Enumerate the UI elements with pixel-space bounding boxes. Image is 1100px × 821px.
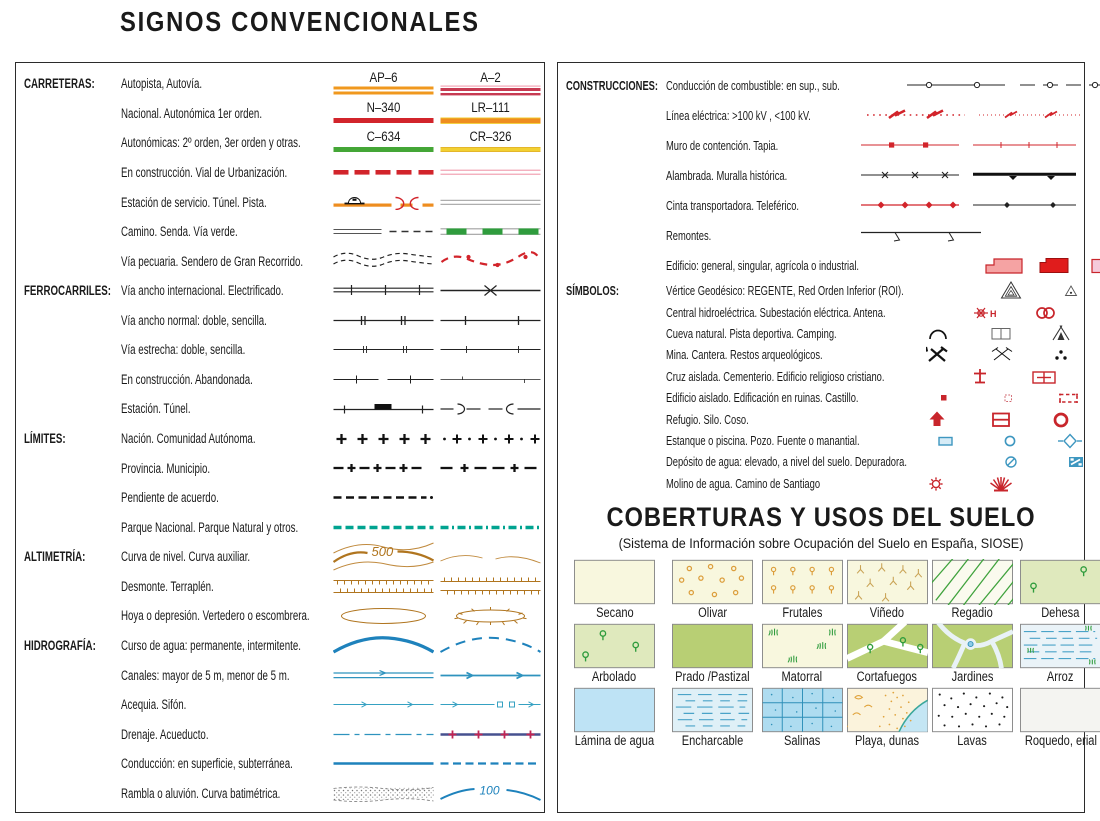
permanent-watercourse-symbol — [333, 635, 434, 655]
castle-icon — [1059, 394, 1078, 404]
row-description: Drenaje. Acueducto. — [121, 726, 209, 742]
rail-station-symbol — [333, 402, 434, 415]
gr-trail-symbol — [440, 251, 541, 271]
legend-row-fuel-pipeline — [566, 70, 1076, 100]
lavas-swatch-icon — [932, 687, 1013, 733]
row-description: Hoya o depresión. Vertedero o escombrera. — [121, 608, 310, 624]
irrigation-ditch-symbol — [333, 698, 434, 711]
power-line-symbol — [867, 108, 1082, 122]
category-label: HIDROGRAFÍA: — [24, 637, 96, 653]
row-description: Desmonte. Terraplén. — [121, 578, 214, 594]
row-description: Provincia. Municipio. — [121, 460, 211, 476]
legend-row-autonomic-road — [24, 128, 538, 158]
road-number-label: LR–111 — [471, 99, 510, 115]
landcover-swatch-matorral — [762, 623, 843, 685]
isolated-cross-icon — [974, 369, 986, 383]
legend-row-rail-narrow — [24, 335, 538, 365]
row-description: En construcción. Abandonada. — [121, 371, 253, 387]
swatch-label: Secano — [595, 604, 634, 620]
landcover-swatch-dehesa — [1017, 559, 1100, 621]
category-label: LÍMITES: — [24, 431, 66, 447]
road-number-label: CR–326 — [469, 129, 512, 145]
legend-row-cave-sports-camping — [566, 323, 1076, 344]
legend-row-rail-international — [24, 276, 538, 306]
contour-line-symbol — [333, 539, 434, 575]
row-description: Muro de contención. Tapia. — [666, 137, 779, 153]
general-building-icon — [986, 259, 1022, 273]
legend-row-power-line — [566, 100, 1076, 130]
swatch-label: Roquedo, erial — [1024, 732, 1097, 748]
international-gauge-rail-symbol — [333, 284, 434, 297]
landcover-swatch-salinas — [762, 687, 843, 749]
regional-road-line-symbol — [440, 115, 541, 126]
landcover-swatch-vinedo — [847, 559, 928, 621]
row-description: En construcción. Vial de Urbanización. — [121, 164, 288, 180]
cutting-symbol — [333, 577, 434, 596]
row-description: Línea eléctrica: >100 kV , <100 kV. — [666, 107, 811, 123]
road-number-label: N–340 — [366, 99, 401, 115]
cortafuegos-swatch-icon — [847, 623, 928, 669]
greenway-symbol — [440, 225, 541, 238]
landcover-swatch-prado — [667, 623, 758, 685]
ski-lift-symbol — [861, 228, 1076, 242]
surface-pipeline-symbol — [333, 757, 434, 770]
building-symbols — [934, 254, 1100, 276]
page-title: SIGNOS CONVENCIONALES — [120, 6, 480, 37]
fuel-pipeline-symbol — [907, 78, 1100, 92]
landcover-swatch-arroz — [1017, 623, 1100, 685]
matorral-swatch-icon — [762, 623, 843, 669]
province-boundary-symbol — [333, 461, 434, 475]
motorway-line-symbol — [333, 85, 434, 96]
row-description: Remontes. — [666, 227, 712, 243]
prado-swatch-icon — [672, 623, 753, 669]
aqueduct-symbol — [440, 728, 541, 741]
row-description: Conducción de combustible: en sup., sub. — [666, 77, 840, 93]
cave-sports-camping-icons — [926, 323, 1076, 344]
underground-pipeline-symbol — [440, 757, 541, 770]
electrified-rail-symbol — [440, 284, 541, 297]
legend-row-cross-cemetery — [566, 366, 1076, 387]
landcover-swatch-cortafuegos — [847, 623, 928, 685]
large-canal-symbol — [333, 669, 434, 682]
cave-icon — [930, 330, 946, 339]
row-description: Vértice Geodésico: REGENTE, Red Orden Inferior (ROI). — [666, 283, 904, 299]
ruins-icon — [1005, 395, 1012, 402]
row-description: Autonómicas: 2º orden, 3er orden y otras. — [121, 135, 301, 151]
siphon-symbol — [440, 698, 541, 711]
legend-row-rail-normal — [24, 306, 538, 336]
isolated-building-icon — [941, 395, 947, 401]
landcover-section-title: COBERTURAS Y USOS DEL SUELO — [606, 501, 1036, 532]
swatch-label: Lavas — [957, 732, 987, 748]
landcover-swatch-lavas — [932, 687, 1013, 749]
swatch-label: Lámina de agua — [574, 732, 655, 748]
swatch-label: Regadio — [951, 604, 993, 620]
industrial-building-icon — [1092, 260, 1100, 273]
swatch-label: Prado /Pastizal — [674, 668, 750, 684]
third-order-road-line-symbol — [440, 144, 541, 155]
category-label: ALTIMETRÍA: — [24, 549, 86, 565]
rail-tunnel-symbol — [440, 402, 541, 415]
mine-icon — [926, 347, 947, 361]
row-description: Rambla o aluvión. Curva batimétrica. — [121, 785, 281, 801]
swatch-label: Encharcable — [681, 732, 743, 748]
legend-row-watermill-santiago — [566, 473, 1076, 494]
row-description: Curso de agua: permanente, intermitente. — [121, 637, 301, 653]
singular-building-icon — [1040, 259, 1068, 273]
row-description: Central hidroeléctrica. Subestación eléctrica. Antena. — [666, 304, 886, 320]
national-park-boundary-symbol — [333, 521, 434, 534]
landcover-section-subtitle: (Sistema de Información sobre Ocupación del Suelo en España, SIOSE) — [618, 534, 1024, 551]
legend-row-mine-quarry — [566, 344, 1076, 365]
swatch-label: Viñedo — [869, 604, 905, 620]
landcover-swatch-jardines — [932, 623, 1013, 685]
elevated-tank-icon — [1006, 457, 1016, 467]
legend-row-power-facilities — [566, 301, 1076, 322]
quarry-icon — [992, 348, 1012, 361]
category-label: CARRETERAS: — [24, 76, 95, 92]
row-description: Autopista, Autovía. — [121, 76, 203, 92]
row-description: Vía pecuaria. Sendero de Gran Recorrido. — [121, 253, 304, 269]
single-track-rail-symbol — [440, 314, 541, 327]
row-description: Depósito de agua: elevado, a nivel del suelo. Depuradora. — [666, 454, 907, 470]
track-symbol — [440, 196, 541, 209]
row-description: Nación. Comunidad Autónoma. — [121, 431, 256, 447]
conveyor-cableway-symbol — [861, 198, 1076, 212]
row-description: Estación de servicio. Túnel. Pista. — [121, 194, 267, 210]
dual-carriageway-line-symbol — [440, 85, 541, 96]
landcover-swatch-roquedo — [1017, 687, 1100, 749]
legend-row-depression — [24, 601, 538, 631]
well-icon — [1005, 436, 1014, 445]
camino-santiago-shell-icon — [991, 477, 1012, 491]
legend-row-station-tunnel — [24, 394, 538, 424]
retaining-wall-symbol — [861, 138, 1076, 152]
legend-row-ski-lift — [566, 220, 1076, 250]
archaeological-site-icon — [1055, 351, 1066, 360]
row-description: Cueva natural. Pista deportiva. Camping. — [666, 325, 837, 341]
service-station-tunnel-symbol — [333, 195, 434, 210]
roi-vertex-icon — [1066, 286, 1077, 296]
depression-symbol — [333, 606, 434, 626]
legend-row-contours — [24, 542, 538, 572]
bathymetric-contour-symbol — [440, 785, 541, 802]
row-description: Curva de nivel. Curva auxiliar. — [121, 549, 251, 565]
row-description: Estanque o piscina. Pozo. Fuente o manantial. — [666, 432, 860, 448]
category-label: FERROCARRILES: — [24, 283, 111, 299]
hydro-plant-icon — [974, 308, 988, 318]
legend-row-pond-well-spring — [566, 430, 1076, 451]
landcover-swatch-playa — [847, 687, 928, 749]
row-description: Cruz aislada. Cementerio. Edificio religioso cristiano. — [666, 368, 885, 384]
legend-row-buildings — [566, 250, 1076, 280]
right-legend-panel — [557, 62, 1097, 813]
roquedo-swatch-icon — [1020, 687, 1100, 733]
swatch-label: Jardines — [951, 668, 994, 684]
legend-row-isolated-ruins-castle — [566, 387, 1076, 408]
legend-row-service-station — [24, 187, 538, 217]
religious-icons — [969, 366, 1100, 387]
legend-row-irrigation-ditch — [24, 690, 538, 720]
frutales-swatch-icon — [762, 559, 843, 605]
swatch-label: Playa, dunas — [855, 732, 920, 748]
row-description: Vía estrecha: doble, sencilla. — [121, 342, 246, 358]
legend-row-water-tank — [566, 451, 1076, 472]
urbanization-road-symbol — [440, 166, 541, 179]
olivar-swatch-icon — [672, 559, 753, 605]
bathymetric-value-label: 100 — [479, 784, 500, 798]
bullring-icon — [1055, 414, 1067, 426]
narrow-double-rail-symbol — [333, 343, 434, 356]
svg-text:H: H — [989, 308, 997, 319]
row-description: Nacional. Autonómica 1er orden. — [121, 105, 263, 121]
row-description: Canales: mayor de 5 m, menor de 5 m. — [121, 667, 290, 683]
landcover-swatch-regadio — [932, 559, 1013, 621]
legend-row-province-boundary — [24, 453, 538, 483]
watermill-santiago-icons — [926, 473, 1076, 494]
category-label: CONSTRUCCIONES: — [566, 77, 659, 93]
lamina-agua-swatch-icon — [574, 687, 655, 733]
spring-icon — [1058, 434, 1082, 447]
swatch-label: Cortafuegos — [856, 668, 918, 684]
building-state-icons — [933, 387, 1083, 408]
natural-park-boundary-symbol — [440, 521, 541, 534]
legend-row-boundary-pending — [24, 483, 538, 513]
swatch-label: Arbolado — [592, 668, 637, 684]
alluvial-wash-symbol — [333, 785, 434, 802]
contour-value-label: 500 — [371, 543, 394, 559]
silo-icon — [993, 413, 1009, 426]
embankment-symbol — [440, 577, 541, 596]
arbolado-swatch-icon — [574, 623, 655, 669]
left-legend-panel — [15, 62, 545, 813]
swatch-label: Frutales — [782, 604, 823, 620]
landcover-swatch-encharcable — [667, 687, 758, 749]
intermittent-watercourse-symbol — [440, 635, 541, 655]
row-description: Edificio: general, singular, agrícola o industrial. — [666, 257, 860, 273]
refuge-silo-bullring-icons — [926, 409, 1076, 430]
swatch-label: Dehesa — [1041, 604, 1080, 620]
landcover-swatch-lamina-agua — [566, 687, 663, 749]
auxiliary-contour-symbol — [440, 539, 541, 575]
legend-row-path — [24, 217, 538, 247]
water-tank-icons — [1001, 451, 1100, 472]
abandoned-rail-symbol — [440, 373, 541, 386]
small-canal-symbol — [440, 669, 541, 682]
legend-row-retaining-wall — [566, 130, 1076, 160]
swatch-label: Arroz — [1047, 668, 1074, 684]
row-description: Parque Nacional. Parque Natural y otros. — [121, 519, 299, 535]
refuge-icon — [930, 411, 945, 426]
legend-row-wash — [24, 779, 538, 809]
legend-row-drove-road — [24, 246, 538, 276]
secano-swatch-icon — [574, 559, 655, 605]
legend-row-park — [24, 512, 538, 542]
rail-under-construction-symbol — [333, 373, 434, 386]
ground-tank-icon — [1069, 457, 1083, 467]
legend-row-cutting-embankment — [24, 572, 538, 602]
legend-row-national-road — [24, 99, 538, 129]
regadio-swatch-icon — [932, 559, 1013, 605]
landcover-swatch-frutales — [762, 559, 843, 621]
legend-row-conveyor-cableway — [566, 190, 1076, 220]
row-description: Pendiente de acuerdo. — [121, 490, 219, 506]
row-description: Edificio aislado. Edificación en ruinas. Castillo. — [666, 390, 859, 406]
jardines-swatch-icon — [932, 623, 1013, 669]
row-description: Molino de agua. Camino de Santiago — [666, 475, 821, 491]
national-road-line-symbol — [333, 115, 434, 126]
swatch-label: Olivar — [697, 604, 727, 620]
narrow-single-rail-symbol — [440, 343, 541, 356]
encharcable-swatch-icon — [672, 687, 753, 733]
pending-agreement-boundary-symbol — [333, 491, 434, 504]
legend-row-motorway — [24, 69, 538, 99]
national-boundary-symbol — [333, 432, 434, 446]
arroz-swatch-icon — [1020, 623, 1100, 669]
row-description: Alambrada. Muralla histórica. — [666, 167, 788, 183]
track-and-path-symbol — [333, 225, 434, 238]
empty-symbol — [440, 491, 541, 504]
landcover-swatch-arbolado — [566, 623, 663, 685]
dehesa-swatch-icon — [1020, 559, 1100, 605]
drove-road-symbol — [333, 251, 434, 271]
road-number-label: A–2 — [480, 70, 501, 86]
road-number-label: C–634 — [366, 129, 401, 145]
road-under-construction-symbol — [333, 166, 434, 179]
fence-historic-wall-symbol — [861, 168, 1076, 182]
legend-row-pipeline — [24, 749, 538, 779]
legend-row-geodesic-vertex — [566, 280, 1076, 301]
playa-dunas-swatch-icon — [847, 687, 928, 733]
swatch-label: Matorral — [781, 668, 823, 684]
legend-row-refuge-silo — [566, 408, 1076, 429]
camping-icon — [1053, 325, 1069, 340]
vinedo-swatch-icon — [847, 559, 928, 605]
row-description: Vía ancho normal: doble, sencilla. — [121, 312, 267, 328]
legend-row-watercourse — [24, 631, 538, 661]
geodesic-vertex-icons — [996, 280, 1100, 301]
legend-row-national-boundary — [24, 424, 538, 454]
landcover-swatch-secano — [566, 559, 663, 621]
drainage-symbol — [333, 728, 434, 741]
power-facility-icons — [971, 302, 1100, 323]
sports-field-icon — [992, 328, 1010, 339]
legend-row-rail-construction — [24, 365, 538, 395]
road-number-label: AP–6 — [369, 70, 398, 86]
autonomous-community-boundary-symbol — [440, 432, 541, 446]
landfill-symbol — [440, 606, 541, 626]
legend-row-fence-wall — [566, 160, 1076, 190]
mine-quarry-icons — [926, 344, 1076, 365]
legend-row-drainage — [24, 719, 538, 749]
double-track-rail-symbol — [333, 314, 434, 327]
second-order-road-line-symbol — [333, 144, 434, 155]
salinas-swatch-icon — [762, 687, 843, 733]
landcover-grid — [566, 559, 1097, 749]
row-description: Estación. Túnel. — [121, 401, 191, 417]
row-description: Cinta transportadora. Teleférico. — [666, 197, 800, 213]
category-label: SÍMBOLOS: — [566, 283, 620, 299]
row-description: Camino. Senda. Vía verde. — [121, 224, 238, 240]
cemetery-icon — [1033, 372, 1055, 383]
substation-icon — [1037, 308, 1054, 318]
municipality-boundary-symbol — [440, 461, 541, 475]
legend-row-road-construction — [24, 158, 538, 188]
row-description: Acequia. Sifón. — [121, 697, 187, 713]
row-description: Mina. Cantera. Restos arqueológicos. — [666, 347, 823, 363]
watermill-icon — [929, 477, 942, 490]
row-description: Refugio. Silo. Coso. — [666, 411, 749, 427]
row-description: Vía ancho internacional. Electrificado. — [121, 283, 284, 299]
water-feature-icons — [935, 430, 1085, 451]
legend-row-canals — [24, 660, 538, 690]
pond-icon — [939, 437, 952, 445]
swatch-label: Salinas — [783, 732, 821, 748]
row-description: Conducción: en superficie, subterránea. — [121, 756, 293, 772]
landcover-swatch-olivar — [667, 559, 758, 621]
